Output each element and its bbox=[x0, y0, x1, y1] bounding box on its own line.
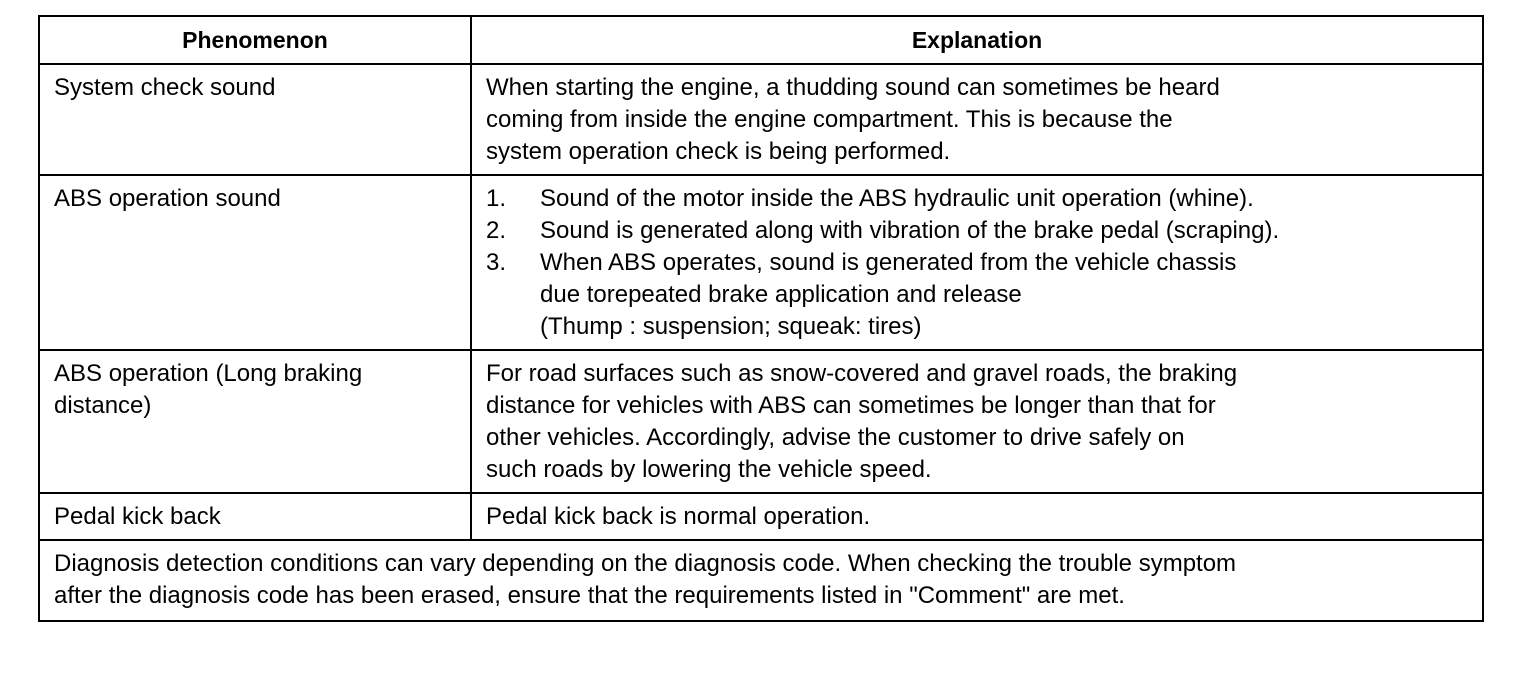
explanation-line: coming from inside the engine compartment. This is because the bbox=[486, 106, 1173, 133]
phenomenon-table bbox=[38, 15, 1484, 622]
item-text: Sound of the motor inside the ABS hydraulic unit operation (whine). bbox=[540, 185, 1254, 212]
phenomenon-cell bbox=[39, 350, 471, 493]
header-explanation: Explanation bbox=[471, 16, 1483, 64]
explanation-cell bbox=[471, 350, 1483, 493]
numbered-item bbox=[486, 215, 1472, 247]
explanation-line: For road surfaces such as snow-covered and gravel roads, the braking bbox=[486, 360, 1238, 387]
explanation-line: distance for vehicles with ABS can sometimes be longer than that for bbox=[486, 392, 1216, 419]
phenomenon-cell bbox=[39, 64, 471, 175]
numbered-item bbox=[486, 183, 1472, 215]
explanation-line: When starting the engine, a thudding sound can sometimes be heard bbox=[486, 74, 1220, 101]
explanation-line: other vehicles. Accordingly, advise the customer to drive safely on bbox=[486, 424, 1185, 451]
table-row bbox=[39, 493, 1483, 540]
note-line: Diagnosis detection conditions can vary depending on the diagnosis code. When checking the trouble symptom bbox=[54, 550, 1237, 577]
header-phenomenon: Phenomenon bbox=[39, 16, 471, 64]
item-number: 1. bbox=[486, 185, 507, 212]
explanation-line: Pedal kick back is normal operation. bbox=[486, 503, 871, 530]
item-text: due torepeated brake application and release bbox=[540, 281, 1022, 308]
table-row bbox=[39, 175, 1483, 350]
phenomenon-text: ABS operation sound bbox=[54, 185, 281, 212]
table-row bbox=[39, 350, 1483, 493]
item-text: When ABS operates, sound is generated from the vehicle chassis bbox=[540, 249, 1237, 276]
explanation-line: system operation check is being performed. bbox=[486, 138, 951, 165]
item-number: 3. bbox=[486, 249, 507, 276]
phenomenon-text: Pedal kick back bbox=[54, 503, 221, 530]
phenomenon-text: System check sound bbox=[54, 74, 276, 101]
phenomenon-cell bbox=[39, 175, 471, 350]
item-text: Sound is generated along with vibration of the brake pedal (scraping). bbox=[540, 217, 1280, 244]
explanation-cell bbox=[471, 64, 1483, 175]
explanation-cell bbox=[471, 493, 1483, 540]
explanation-line: such roads by lowering the vehicle speed. bbox=[486, 456, 932, 483]
phenomenon-text: ABS operation (Long braking bbox=[54, 360, 363, 387]
explanation-cell bbox=[471, 175, 1483, 350]
table-header-row bbox=[39, 16, 1483, 64]
item-number: 2. bbox=[486, 217, 507, 244]
numbered-item bbox=[486, 247, 1472, 343]
note-row bbox=[39, 540, 1483, 621]
note-cell bbox=[39, 540, 1483, 621]
note-line: after the diagnosis code has been erased, ensure that the requirements listed in "Comment" are met. bbox=[54, 582, 1125, 609]
item-text: (Thump : suspension; squeak: tires) bbox=[540, 313, 922, 340]
table-row bbox=[39, 64, 1483, 175]
phenomenon-cell bbox=[39, 493, 471, 540]
phenomenon-text: distance) bbox=[54, 392, 152, 419]
